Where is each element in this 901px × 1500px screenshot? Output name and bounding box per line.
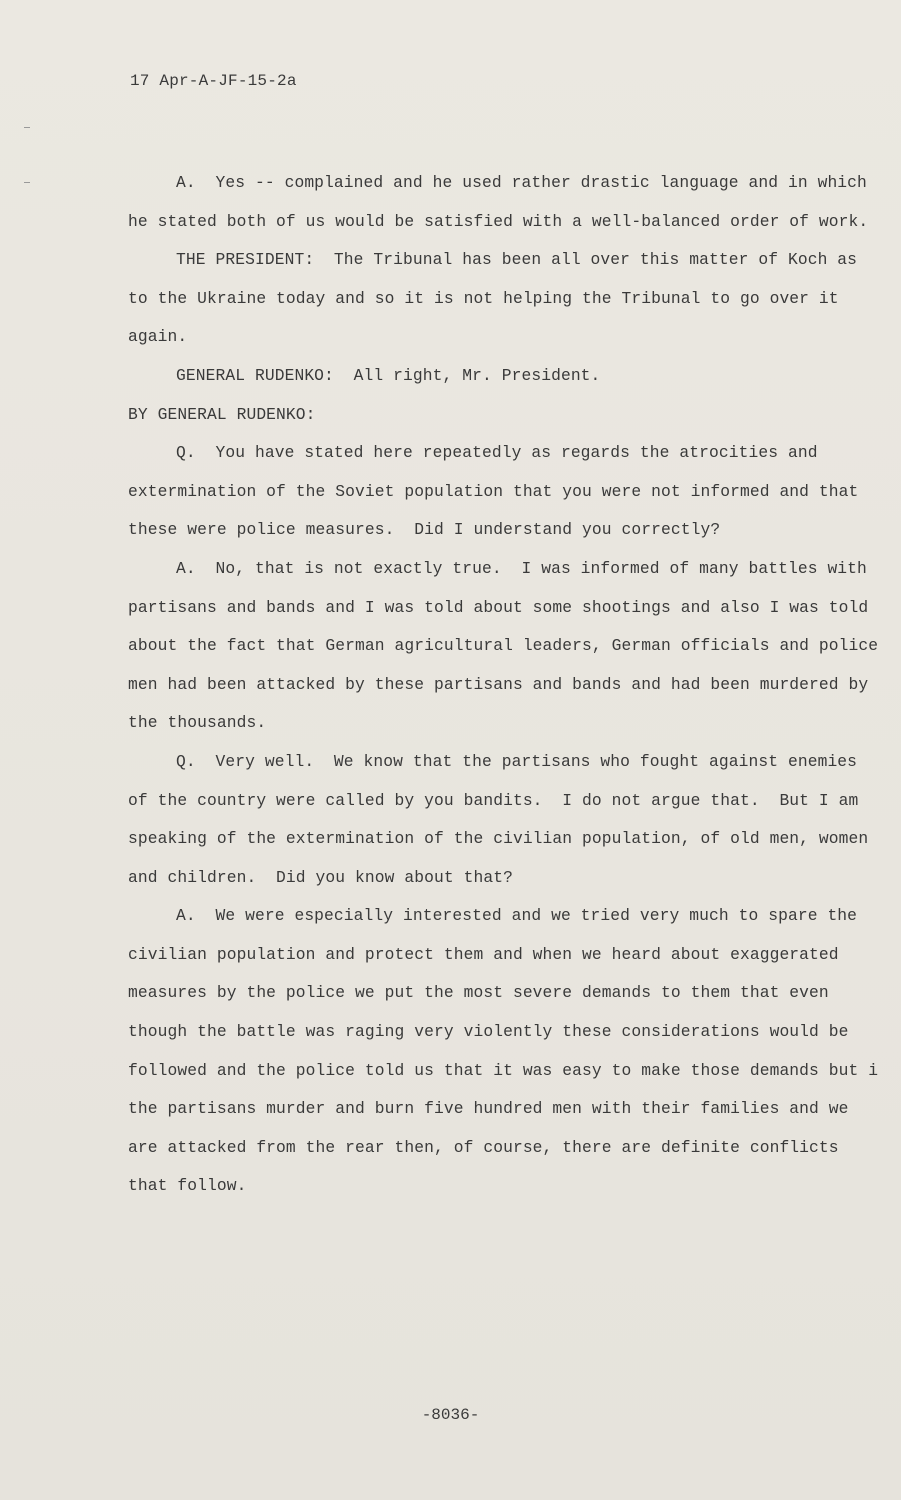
transcript-line: men had been attacked by these partisans and bands and had been murdered by bbox=[128, 674, 869, 694]
transcript-body bbox=[128, 171, 879, 1213]
margin-mark bbox=[24, 127, 30, 128]
transcript-line: of the country were called by you bandits. I do not argue that. But I am bbox=[128, 790, 859, 810]
transcript-line: are attacked from the rear then, of course, there are definite conflicts bbox=[128, 1137, 839, 1157]
transcript-line: again. bbox=[128, 327, 188, 347]
transcript-line: Q. You have stated here repeatedly as regards the atrocities and bbox=[176, 443, 818, 463]
transcript-line: he stated both of us would be satisfied with a well-balanced order of work. bbox=[128, 211, 869, 231]
document-reference: 17 Apr-A-JF-15-2a bbox=[130, 72, 297, 90]
transcript-line: civilian population and protect them and when we heard about exaggerated bbox=[128, 944, 839, 964]
transcript-line: extermination of the Soviet population that you were not informed and that bbox=[128, 481, 859, 501]
transcript-line: partisans and bands and I was told about some shootings and also I was told bbox=[128, 597, 869, 617]
transcript-line: to the Ukraine today and so it is not helping the Tribunal to go over it bbox=[128, 288, 839, 308]
transcript-line: the thousands. bbox=[128, 713, 267, 733]
transcript-line: though the battle was raging very violently these considerations would be bbox=[128, 1022, 849, 1042]
transcript-line: that follow. bbox=[128, 1176, 247, 1196]
transcript-line: GENERAL RUDENKO: All right, Mr. President. bbox=[176, 365, 601, 385]
transcript-line: the partisans murder and burn five hundred men with their families and we bbox=[128, 1099, 849, 1119]
transcript-line: A. No, that is not exactly true. I was informed of many battles with bbox=[176, 558, 867, 578]
transcript-line: measures by the police we put the most severe demands to them that even bbox=[128, 983, 829, 1003]
transcript-line: these were police measures. Did I understand you correctly? bbox=[128, 520, 721, 540]
transcript-line: A. Yes -- complained and he used rather drastic language and in which bbox=[176, 173, 867, 192]
transcript-line: Q. Very well. We know that the partisans who fought against enemies bbox=[176, 751, 858, 771]
page-number: -8036- bbox=[421, 1406, 480, 1424]
transcript-line: BY GENERAL RUDENKO: bbox=[128, 404, 316, 424]
transcript-line: about the fact that German agricultural leaders, German officials and police bbox=[128, 636, 879, 656]
transcript-line: and children. Did you know about that? bbox=[128, 867, 513, 887]
margin-mark bbox=[24, 182, 30, 183]
transcript-line: speaking of the extermination of the civilian population, of old men, women bbox=[128, 829, 869, 849]
transcript-line: A. We were especially interested and we tried very much to spare the bbox=[176, 906, 858, 926]
transcript-line: followed and the police told us that it was easy to make those demands but i bbox=[128, 1060, 879, 1080]
transcript-line: THE PRESIDENT: The Tribunal has been all over this matter of Koch as bbox=[176, 250, 858, 270]
